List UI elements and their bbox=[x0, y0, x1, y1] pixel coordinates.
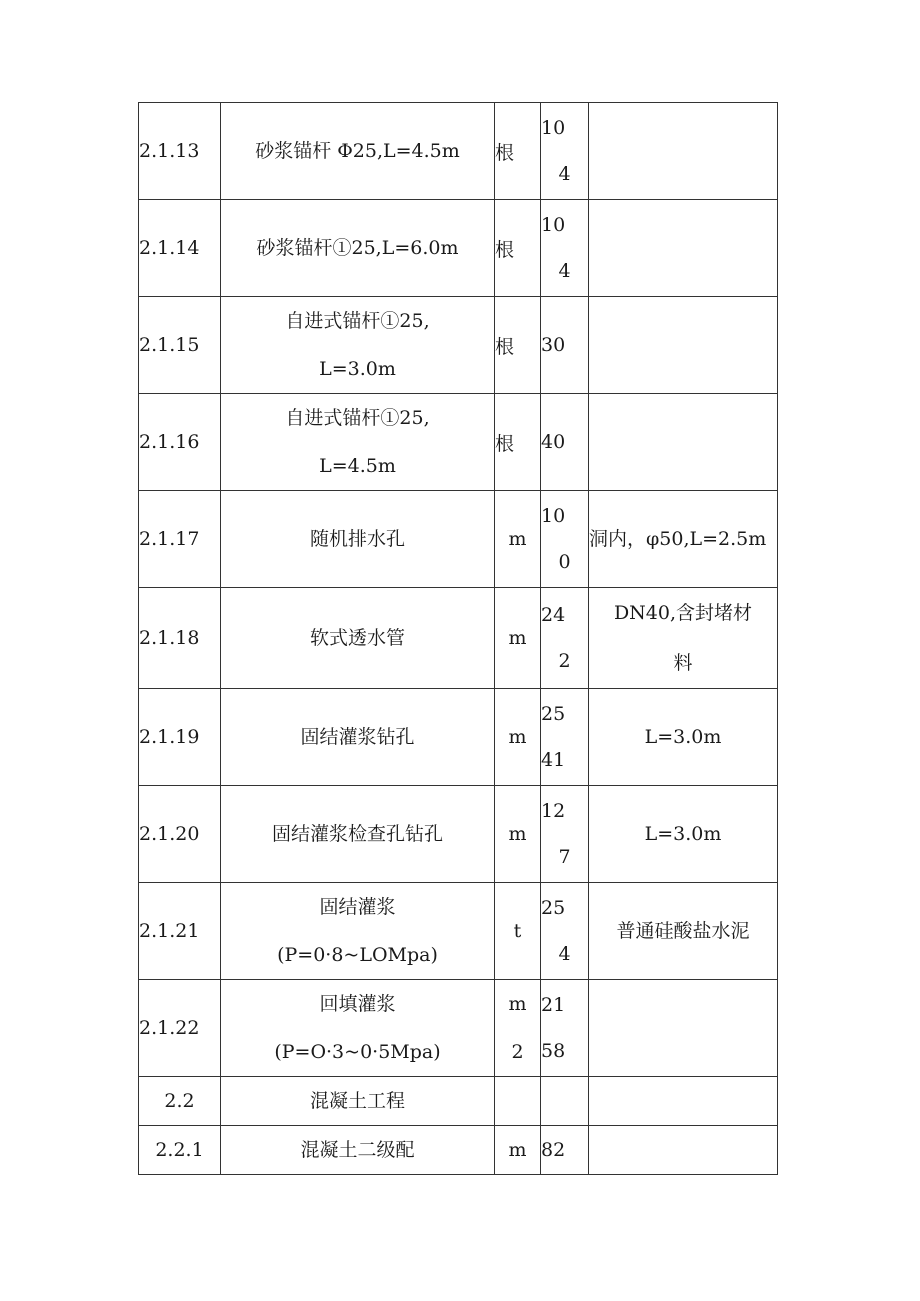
cell-unit: m 2 bbox=[495, 980, 541, 1077]
cell-unit: m bbox=[495, 1126, 541, 1175]
item-name-line: L=4.5m bbox=[319, 455, 396, 477]
quantity-line: 41 bbox=[541, 749, 566, 771]
quantity-line: 12 bbox=[541, 800, 566, 822]
cell-remark bbox=[589, 103, 778, 200]
quantity-line: 21 bbox=[541, 994, 566, 1016]
cell-unit: 根 bbox=[495, 200, 541, 297]
item-name-line: 回填灌浆 bbox=[319, 993, 396, 1015]
cell-item-no: 2.1.16 bbox=[139, 394, 221, 491]
cell-quantity bbox=[541, 1077, 589, 1126]
cell-item-name bbox=[221, 786, 495, 883]
cell-item-no: 2.1.18 bbox=[139, 588, 221, 689]
cell-remark bbox=[589, 1126, 778, 1175]
item-name-line: 软式透水管 bbox=[309, 627, 405, 649]
item-name-line: (P=O·3~0·5Mpa) bbox=[274, 1041, 441, 1063]
cell-remark bbox=[589, 297, 778, 394]
remark-line: DN40,含封堵材 bbox=[613, 602, 753, 624]
cell-remark bbox=[589, 980, 778, 1077]
quantity-value: 40 bbox=[541, 431, 566, 453]
cell-remark bbox=[589, 786, 778, 883]
cell-item-no: 2.1.17 bbox=[139, 491, 221, 588]
cell-item-name bbox=[221, 103, 495, 200]
cell-item-no: 2.2.1 bbox=[139, 1126, 221, 1175]
table-row bbox=[139, 200, 778, 297]
cell-unit: m bbox=[495, 491, 541, 588]
table-row bbox=[139, 786, 778, 883]
quantity-line: 4 bbox=[558, 163, 571, 185]
cell-remark bbox=[589, 1077, 778, 1126]
cell-quantity bbox=[541, 297, 589, 394]
cell-item-no: 2.1.13 bbox=[139, 103, 221, 200]
quantity-line: 4 bbox=[558, 943, 571, 965]
quantity-line: 2 bbox=[558, 650, 571, 672]
item-name-line: 砂浆锚杆①25,L=6.0m bbox=[256, 237, 459, 259]
cell-quantity bbox=[541, 786, 589, 883]
cell-remark bbox=[589, 588, 778, 689]
cell-remark bbox=[589, 883, 778, 980]
cell-quantity bbox=[541, 588, 589, 689]
remark-line: 料 bbox=[673, 652, 693, 674]
quantity-value: 82 bbox=[541, 1139, 566, 1161]
cell-unit: m bbox=[495, 588, 541, 689]
table-row bbox=[139, 394, 778, 491]
cell-quantity bbox=[541, 689, 589, 786]
item-name-line: 砂浆锚杆 Φ25,L=4.5m bbox=[255, 140, 460, 162]
cell-item-no: 2.1.15 bbox=[139, 297, 221, 394]
table-body bbox=[139, 103, 778, 1175]
cell-unit: 根 bbox=[495, 103, 541, 200]
cell-remark bbox=[589, 491, 778, 588]
cell-quantity bbox=[541, 980, 589, 1077]
item-name-line: 自进式锚杆①25, bbox=[285, 310, 430, 332]
cell-item-name bbox=[221, 883, 495, 980]
table-row bbox=[139, 103, 778, 200]
cell-item-name bbox=[221, 491, 495, 588]
cell-quantity bbox=[541, 103, 589, 200]
cell-quantity bbox=[541, 491, 589, 588]
cell-item-name bbox=[221, 297, 495, 394]
cell-item-no: 2.1.19 bbox=[139, 689, 221, 786]
cell-unit bbox=[495, 1077, 541, 1126]
quantity-line: 24 bbox=[541, 604, 566, 626]
cell-item-no: 2.1.21 bbox=[139, 883, 221, 980]
item-name-line: (P=0·8~LOMpa) bbox=[277, 944, 438, 966]
cell-unit: t bbox=[495, 883, 541, 980]
table-row bbox=[139, 883, 778, 980]
cell-unit: 根 bbox=[495, 297, 541, 394]
item-name-line: 随机排水孔 bbox=[309, 528, 405, 550]
remark-line: L=3.0m bbox=[644, 823, 722, 845]
cell-item-name bbox=[221, 980, 495, 1077]
cell-remark bbox=[589, 200, 778, 297]
cell-unit: m bbox=[495, 689, 541, 786]
remark-line: 普通硅酸盐水泥 bbox=[616, 920, 750, 942]
cell-item-name bbox=[221, 1077, 495, 1126]
quantity-line: 10 bbox=[541, 505, 566, 527]
quantity-value: 30 bbox=[541, 334, 566, 356]
cell-quantity bbox=[541, 200, 589, 297]
cell-item-no: 2.1.22 bbox=[139, 980, 221, 1077]
table-row bbox=[139, 1077, 778, 1126]
cell-unit: m bbox=[495, 786, 541, 883]
table-row bbox=[139, 1126, 778, 1175]
cell-item-no: 2.1.14 bbox=[139, 200, 221, 297]
cell-item-no: 2.1.20 bbox=[139, 786, 221, 883]
item-name-line: 固结灌浆检查孔钻孔 bbox=[271, 823, 443, 845]
remark-line: L=3.0m bbox=[644, 726, 722, 748]
quantity-line: 10 bbox=[541, 214, 566, 236]
quantity-line: 4 bbox=[558, 260, 571, 282]
cell-quantity bbox=[541, 394, 589, 491]
quantity-line: 25 bbox=[541, 897, 566, 919]
cell-item-name bbox=[221, 200, 495, 297]
cell-remark bbox=[589, 689, 778, 786]
cell-item-name bbox=[221, 689, 495, 786]
quantity-line: 7 bbox=[558, 846, 571, 868]
cell-quantity bbox=[541, 1126, 589, 1175]
table-row bbox=[139, 297, 778, 394]
item-name-line: 混凝土二级配 bbox=[300, 1139, 415, 1161]
quantity-line: 25 bbox=[541, 703, 566, 725]
cell-item-name bbox=[221, 588, 495, 689]
quantity-line: 10 bbox=[541, 117, 566, 139]
table-row bbox=[139, 491, 778, 588]
cell-unit: 根 bbox=[495, 394, 541, 491]
item-name-line: L=3.0m bbox=[319, 358, 396, 380]
item-name-line: 自进式锚杆①25, bbox=[285, 407, 430, 429]
cell-remark bbox=[589, 394, 778, 491]
cell-item-no: 2.2 bbox=[139, 1077, 221, 1126]
cell-item-name bbox=[221, 394, 495, 491]
quantity-line: 58 bbox=[541, 1040, 566, 1062]
table-row bbox=[139, 689, 778, 786]
quantity-table bbox=[138, 102, 778, 1175]
cell-item-name bbox=[221, 1126, 495, 1175]
quantity-line: 0 bbox=[558, 551, 571, 573]
item-name-line: 固结灌浆钻孔 bbox=[300, 726, 415, 748]
item-name-line: 固结灌浆 bbox=[319, 896, 396, 918]
cell-quantity bbox=[541, 883, 589, 980]
remark-line: 洞内，φ50,L=2.5m bbox=[589, 528, 767, 550]
table-row bbox=[139, 588, 778, 689]
table-row bbox=[139, 980, 778, 1077]
item-name-line: 混凝土工程 bbox=[309, 1090, 405, 1112]
